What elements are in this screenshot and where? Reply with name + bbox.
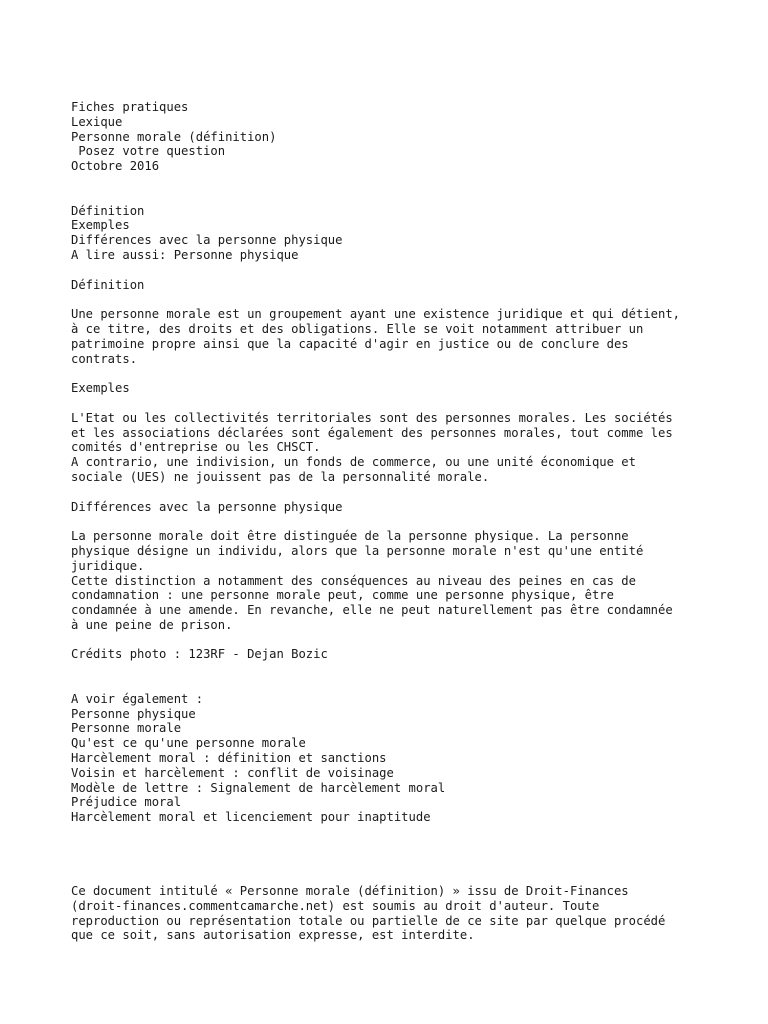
section-differences (71, 500, 711, 633)
paragraph-line: juridique. (71, 558, 145, 573)
spacer (71, 514, 711, 529)
see-also-link[interactable]: Voisin et harcèlement : conflit de voisinage (71, 765, 394, 780)
footer-line: reproduction ou représentation totale ou partielle de ce site par quelque procédé (71, 913, 666, 928)
toc-link-a-lire-aussi[interactable]: A lire aussi: Personne physique (71, 247, 299, 262)
spacer (71, 633, 711, 648)
table-of-contents (71, 204, 711, 263)
photo-credits: Crédits photo : 123RF - Dejan Bozic (71, 647, 328, 662)
see-also-link[interactable]: Personne morale (71, 721, 182, 736)
toc-link-exemples[interactable]: Exemples (71, 218, 130, 233)
see-also-link[interactable]: Modèle de lettre : Signalement de harcèlement moral (71, 780, 446, 795)
spacer (71, 825, 711, 884)
see-also-link[interactable]: Qu'est ce qu'une personne morale (71, 736, 306, 751)
paragraph-line: condamnée à une amende. En revanche, elle ne peut naturellement pas être condamnée (71, 603, 673, 618)
footer-line: (droit-finances.commentcamarche.net) est soumis au droit d'auteur. Toute (71, 898, 600, 913)
breadcrumb-fiches-pratiques[interactable]: Fiches pratiques (71, 100, 189, 114)
section-definition (71, 278, 711, 367)
paragraph-line: condamnation : une personne morale peut, comme une personne physique, être (71, 588, 614, 603)
paragraph-line: comités d'entreprise ou les CHSCT. (71, 440, 321, 455)
spacer (71, 366, 711, 381)
spacer (71, 485, 711, 500)
paragraph-line: L'Etat ou les collectivités territoriales sont des personnes morales. Les sociétés (71, 410, 673, 425)
see-also-heading: A voir également : (71, 691, 204, 706)
paragraph-line: à ce titre, des droits et des obligations. Elle se voit notamment attribuer un (71, 321, 644, 336)
see-also-link[interactable]: Préjudice moral (71, 795, 182, 810)
see-also-link[interactable]: Harcèlement moral : définition et sanctions (71, 751, 387, 766)
paragraph-line: A contrario, une indivision, un fonds de commerce, ou une unité économique et (71, 455, 636, 470)
see-also-list (71, 692, 711, 825)
copyright-footer (71, 884, 711, 943)
paragraph-line: Une personne morale est un groupement ayant une existence juridique et qui détient, (71, 307, 681, 322)
paragraph-line: et les associations déclarées sont également des personnes morales, tout comme les (71, 425, 673, 440)
spacer (71, 174, 711, 204)
toc-link-definition[interactable]: Définition (71, 203, 145, 218)
footer-line: que ce soit, sans autorisation expresse, est interdite. (71, 928, 475, 943)
paragraph-line: contrats. (71, 351, 138, 366)
paragraph-line: sociale (UES) ne jouissent pas de la personnalité morale. (71, 469, 490, 484)
footer-line: Ce document intitulé « Personne morale (définition) » issu de Droit-Finances (71, 884, 629, 899)
paragraph-line: physique désigne un individu, alors que la personne morale n'est qu'une entité (71, 543, 644, 558)
spacer (71, 396, 711, 411)
paragraph-line: à une peine de prison. (71, 617, 233, 632)
spacer (71, 662, 711, 692)
paragraph-line: patrimoine propre ainsi que la capacité d'agir en justice ou de conclure des (71, 336, 629, 351)
publication-date: Octobre 2016 (71, 159, 160, 174)
see-also-link[interactable]: Personne physique (71, 706, 196, 721)
see-also-link[interactable]: Harcèlement moral et licenciement pour inaptitude (71, 810, 431, 825)
spacer (71, 263, 711, 278)
paragraph-line: Cette distinction a notamment des conséquences au niveau des peines en cas de (71, 573, 636, 588)
page-title: Personne morale (définition) (71, 129, 277, 144)
spacer (71, 292, 711, 307)
section-heading: Définition (71, 277, 145, 292)
paragraph-line: La personne morale doit être distinguée de la personne physique. La personne (71, 529, 629, 544)
header-block (71, 100, 711, 174)
section-exemples (71, 381, 711, 485)
breadcrumb-lexique[interactable]: Lexique (71, 114, 123, 129)
section-heading: Différences avec la personne physique (71, 499, 343, 514)
section-heading: Exemples (71, 381, 130, 396)
document-page (71, 100, 711, 943)
ask-question-link[interactable]: Posez votre question (71, 144, 226, 159)
toc-link-differences[interactable]: Différences avec la personne physique (71, 233, 343, 248)
